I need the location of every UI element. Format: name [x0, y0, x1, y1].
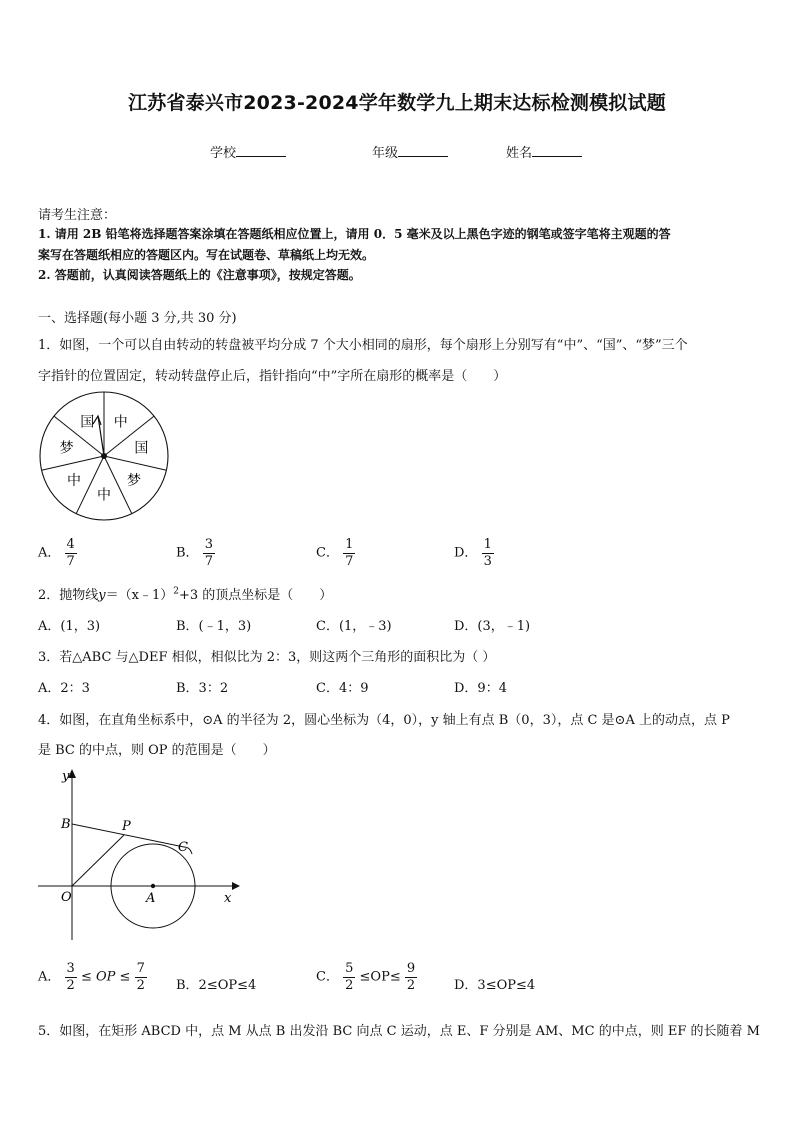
q3-option-b[interactable]: B．3：2: [176, 681, 229, 696]
q4-option-c-frac-1: [343, 962, 355, 992]
section-heading: 一、选择题(每小题 3 分,共 30 分): [38, 311, 237, 326]
point-a-dot: [151, 884, 155, 888]
q2-option-d[interactable]: D．(3，﹣1): [454, 619, 531, 634]
label-b: B: [61, 817, 71, 832]
q1-option-c-den: 7: [345, 553, 354, 569]
q1-option-d-num: 1: [483, 537, 492, 552]
q1-option-a-letter: A．: [38, 545, 61, 561]
q3-option-d[interactable]: D．9：4: [454, 681, 507, 696]
coordinate-figure: [34, 764, 244, 944]
q1-option-b[interactable]: [176, 538, 215, 568]
q2-stem: [38, 584, 332, 603]
q4-line-1: 4．如图，在直角坐标系中，⊙A 的半径为 2，圆心坐标为（4，0），y 轴上有点 B（0，3），点 C 是⊙A 上的动点，点 P: [38, 713, 730, 728]
q4-option-a-frac-2: [135, 962, 147, 992]
notice-line-1b: 案写在答题纸相应的答题区内。写在试题卷、草稿纸上均无效。: [38, 248, 375, 262]
segment-op: [72, 835, 124, 886]
q4-c-den-2: 2: [406, 977, 416, 993]
spinner-sector-label: 国: [134, 440, 149, 457]
spinner-figure: [36, 390, 172, 526]
label-x: x: [224, 891, 232, 906]
q1-line-2: 字指针的位置固定，转动转盘停止后，指针指向“中”字所在扇形的概率是（ ）: [38, 369, 507, 384]
q4-c-num-2: 9: [406, 961, 416, 976]
page-title: 江苏省泰兴市2023-2024学年数学九上期末达标检测模拟试题: [128, 92, 666, 114]
grade-field: [372, 142, 448, 161]
q1-option-c[interactable]: [316, 538, 355, 568]
q1-option-c-letter: C．: [316, 545, 339, 561]
q2-option-b[interactable]: B．(﹣1，3): [176, 619, 252, 634]
q1-option-d-letter: D．: [454, 545, 478, 561]
notice-line-2: 2. 答题前，认真阅读答题纸上的《注意事项》，按规定答题。: [38, 268, 361, 282]
label-y: y: [62, 769, 70, 784]
q1-option-a[interactable]: [38, 538, 77, 568]
q2-option-a[interactable]: A．(1，3): [38, 619, 101, 634]
spinner-sector-label: 中: [67, 472, 81, 489]
q3-stem: 3．若△ABC 与△DEF 相似，相似比为 2：3，则这两个三角形的面积比为（ ）: [38, 650, 496, 665]
label-c: C: [178, 840, 188, 855]
label-a: A: [146, 891, 156, 906]
spinner-spoke: [104, 456, 166, 470]
q2-eq: ＝（x﹣1）: [105, 588, 174, 603]
q4-option-a-relation: ≤ OP ≤: [80, 969, 131, 985]
notice-line-1a: 1. 请用 2B 铅笔将选择题答案涂填在答题纸相应位置上，请用 0．5 毫米及以上黑色字迹的钢笔或签字笔将主观题的答: [38, 227, 671, 241]
q4-a-num-1: 3: [66, 961, 75, 976]
q4-option-a-letter: A．: [38, 969, 61, 985]
label-p: P: [122, 819, 131, 834]
label-o: O: [61, 890, 72, 905]
q4-option-c[interactable]: [316, 962, 417, 992]
spinner-sector-label: 中: [97, 487, 111, 504]
name-label: 姓名: [506, 146, 533, 161]
notice-heading: 请考生注意：: [38, 208, 117, 223]
q4-option-d[interactable]: D．3≤OP≤4: [454, 978, 536, 993]
q1-option-c-fraction: [343, 538, 355, 568]
q4-option-c-letter: C．: [316, 969, 339, 985]
q1-option-a-den: 7: [66, 553, 75, 569]
q3-option-a[interactable]: A．2：3: [38, 681, 90, 696]
q1-option-d-fraction: [482, 538, 494, 568]
q4-c-num-1: 5: [345, 961, 354, 976]
name-field: [506, 142, 582, 161]
q1-option-b-fraction: [203, 538, 215, 568]
school-blank: [236, 144, 286, 157]
q2-var-y: y: [98, 588, 106, 603]
x-axis-arrow: [232, 882, 240, 890]
spinner-sector-label: 国: [80, 414, 95, 431]
q2-prefix: 2．抛物线: [38, 588, 99, 603]
q4-line-2: 是 BC 的中点，则 OP 的范围是（ ）: [38, 743, 276, 758]
q1-option-d-den: 3: [483, 553, 492, 569]
q1-line-1: 1．如图，一个可以自由转动的转盘被平均分成 7 个大小相同的扇形，每个扇形上分别写有“中”、“国”、“梦”三个: [38, 338, 688, 353]
spinner-sector-label: 梦: [59, 440, 74, 457]
school-field: [210, 142, 286, 161]
q1-option-d[interactable]: [454, 538, 494, 568]
q1-option-b-num: 3: [204, 537, 213, 552]
q2-suffix: +3 的顶点坐标是（ ）: [178, 588, 333, 603]
q5-line-1: 5．如图，在矩形 ABCD 中，点 M 从点 B 出发沿 BC 向点 C 运动，点 E、F 分别是 AM、MC 的中点，则 EF 的长随着 M: [38, 1024, 760, 1039]
q4-a-num-2: 7: [136, 961, 145, 976]
spinner-sector-label: 中: [113, 414, 128, 431]
q4-option-b[interactable]: B．2≤OP≤4: [176, 978, 257, 993]
q2-option-c[interactable]: C．(1，﹣3): [316, 619, 392, 634]
q4-option-c-frac-2: [405, 962, 417, 992]
grade-label: 年级: [372, 146, 399, 161]
q4-option-a-frac-1: [65, 962, 77, 992]
q1-option-a-fraction: [65, 538, 77, 568]
q3-option-c[interactable]: C．4：9: [316, 681, 369, 696]
name-blank: [532, 144, 582, 157]
q1-option-a-num: 4: [66, 537, 75, 552]
q4-option-c-relation: ≤OP≤: [359, 969, 401, 985]
q4-a-den-2: 2: [136, 977, 145, 993]
q1-option-b-letter: B．: [176, 545, 199, 561]
school-label: 学校: [210, 146, 237, 161]
pointer-arrow: [98, 416, 104, 456]
spinner-sector-label: 梦: [127, 472, 141, 489]
q4-option-a[interactable]: [38, 962, 147, 992]
grade-blank: [398, 144, 448, 157]
q4-c-den-1: 2: [345, 977, 354, 993]
q1-option-b-den: 7: [204, 553, 213, 569]
spinner-spoke: [42, 456, 104, 470]
q1-option-c-num: 1: [345, 537, 354, 552]
q4-a-den-1: 2: [66, 977, 75, 993]
spinner-center-dot: [101, 453, 107, 459]
q2-exponent: 2: [173, 586, 179, 597]
